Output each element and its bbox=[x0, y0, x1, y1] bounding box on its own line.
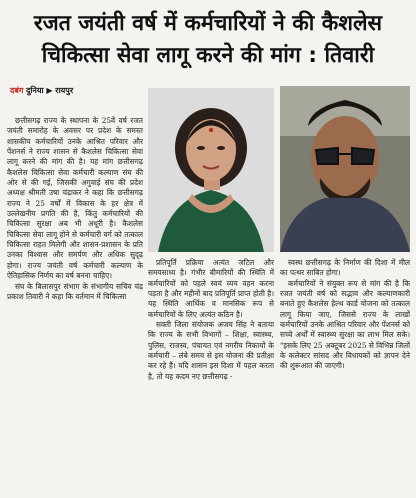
article-column-1 bbox=[7, 116, 143, 498]
paragraph: प्रतिपूर्ति प्रक्रिया अत्यंत जटिल और समयसाध्य है। गंभीर बीमारियों की स्थिति में कर्मचारियों को पहले स्वयं व्यय वहन करना पड़ता है और महीनों बाद प्रतिपूर्ति प्राप्त होती है। यह स्थिति आर्थिक व मानसिक रूप से कर्मचारियों के लिए अत्यंत कठिन है। bbox=[148, 258, 274, 319]
article-column-2 bbox=[148, 258, 274, 498]
woman-portrait-photo bbox=[148, 88, 274, 252]
byline-location: दुनिया ▶ रायपुर bbox=[23, 86, 74, 95]
headline-line-2: चिकित्सा सेवा लागू करने की मांग : तिवारी bbox=[41, 43, 375, 68]
paragraph: कर्मचारियों ने संयुक्त रूप से मांग की है कि रजत जयंती वर्ष को सद्भाव और कल्याणकारी बनाते हुए कैशलेस हेल्थ कार्ड योजना को तत्काल लागू किया जाए, जिससे राज्य के लाखों कर्मचारियों उनके आश्रित परिवार और पेंशनर्स को सच्चे अर्थों में स्वास्थ्य सुरक्षा का लाभ मिल सके। "इसके लिए 25 अक्टूबर 2025 से विभिन्न जिलों के कलेक्टर सांसद और विधायकों को ज्ञापन देने की शुरूआत की जाएगी। bbox=[280, 278, 410, 371]
byline-brand: दबंग bbox=[10, 86, 24, 95]
paragraph: सक्ती जिला संयोजक अजय सिंह ने बताया कि राज्य के सभी विभागों – शिक्षा, स्वास्थ्य, पुलिस, राजस्व, पंचायत एवं नगरीय निकायों के कर्मचारी – लंबे समय से इस योजना की प्रतीक्षा कर रहे हैं। यदि शासन इस दिशा में पहल करता है, तो यह कदम नए छत्तीसगढ़ - bbox=[148, 320, 274, 381]
article-column-3 bbox=[280, 258, 410, 498]
paragraph: स्वस्थ छत्तीसगढ़ के निर्माण की दिशा में मील का पत्थर साबित होगा। bbox=[280, 258, 410, 278]
headline-line-1: रजत जयंती वर्ष में कर्मचारियों ने की कैशलेस bbox=[33, 11, 383, 36]
byline bbox=[10, 85, 160, 96]
paragraph: संघ के बिलासपुर संभाग के संभागीय सचिव चंद्र प्रकाश तिवारी ने कहा कि वर्तमान में चिकित्सा bbox=[7, 281, 143, 301]
man-portrait-photo bbox=[280, 86, 410, 252]
paragraph: छत्तीसगढ़ राज्य के स्थापना के 25वें वर्ष रजत जयंती समारोह के अवसर पर प्रदेश के समस्त शासकीय कर्मचारियों उनके आश्रित परिवार और पेंशनर्स ने राज्य शासन से कैशलेस चिकित्सा सेवा लागू करने की मांग की है। यह मांग छत्तीसगढ़ कैशलेस चिकित्सा सेवा कर्मचारी कल्याण संघ की ओर से की गई, जिसकी अगुवाई संघ की प्रदेश अध्यक्ष श्रीमती उषा चंद्राकर ने कहा कि छत्तीसगढ़ राज्य ने 25 वर्षों में विकास के हर क्षेत्र में उल्लेखनीय प्रगति की है, किंतु कर्मचारियों की चिकित्सा सुरक्षा अब भी अधूरी है। कैशलेस चिकित्सा सेवा लागू होने से कर्मचारी वर्ग को तत्काल चिकित्सा राहत मिलेगी और शासन-प्रशासन के प्रति उनका विश्वास और समर्पण और अधिक सुदृढ़ होगा। राज्य जयंती वर्ष कर्मचारी कल्याण के ऐतिहासिक निर्णय का वर्ष बनना चाहिए। bbox=[7, 116, 143, 281]
